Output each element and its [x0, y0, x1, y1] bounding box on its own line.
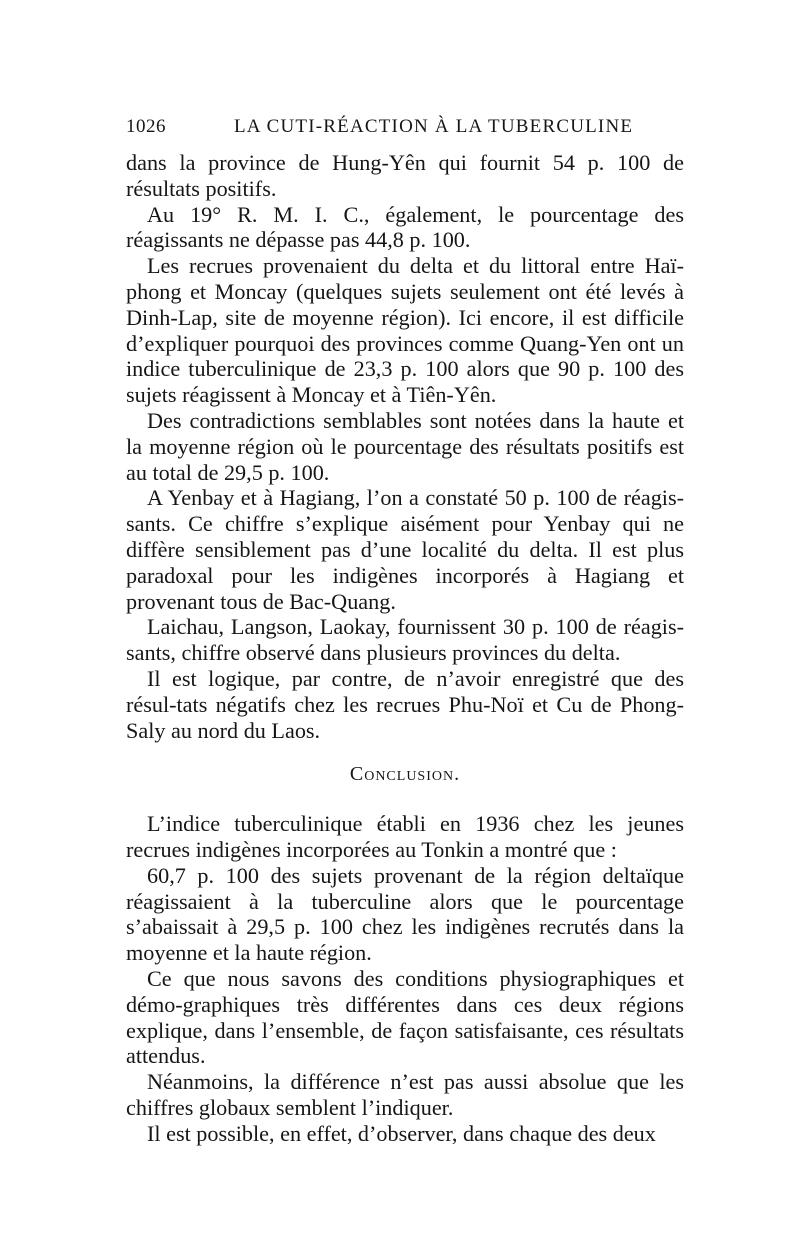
paragraph: dans la province de Hung-Yên qui fournit 54 p. 100 de résultats positifs. — [126, 150, 684, 201]
running-head: LA CUTI-RÉACTION À LA TUBERCULINE — [234, 116, 634, 137]
paragraph: Ce que nous savons des conditions physiographiques et démo-graphiques très différentes dans ces deux régions explique, dans l’ensemble, de façon satisfaisante, ces résultats attendus. — [126, 965, 684, 1069]
paragraph: Au 19° R. M. I. C., également, le pourcentage des réagissants ne dépasse pas 44,8 p. 100. — [126, 201, 684, 253]
paragraph: Néanmoins, la différence n’est pas aussi absolue que les chiffres globaux semblent l’indiquer. — [126, 1069, 684, 1120]
page-number: 1026 — [126, 116, 166, 137]
page-header — [126, 116, 684, 144]
paragraph: Il est logique, par contre, de n’avoir enregistré que des résul-tats négatifs chez les recrues Phu-Noï et Cu de Phong-Saly au nord du Laos. — [126, 665, 684, 743]
paragraph: L’indice tuberculinique établi en 1936 chez les jeunes recrues indigènes incorporées au Tonkin a montré que : — [126, 811, 684, 862]
section-heading: Conclusion. — [349, 763, 461, 786]
paragraph: Laichau, Langson, Laokay, fournissent 30 p. 100 de réagis-sants, chiffre observé dans plusieurs provinces du delta. — [126, 614, 684, 666]
body-text — [126, 150, 684, 1146]
paragraph: Il est possible, en effet, d’observer, dans chaque des deux — [147, 1120, 656, 1146]
paragraph: Les recrues provenaient du delta et du littoral entre Haï-phong et Moncay (quelques sujets seulement ont été levés à Dinh-Lap, site de moyenne région). Ici encore, il est difficile d’expliquer pourquoi des provinces comme Quang-Yen ont un indice tuberculinique de 23,3 p. 100 alors que 90 p. 100 des sujets réagissent à Moncay et à Tiên-Yên. — [126, 253, 684, 408]
paragraph: Des contradictions semblables sont notées dans la haute et la moyenne région où le pourcentage des résultats positifs est au total de 29,5 p. 100. — [126, 407, 684, 485]
paragraph: A Yenbay et à Hagiang, l’on a constaté 50 p. 100 de réagis-sants. Ce chiffre s’explique aisément pour Yenbay qui ne diffère sensiblement pas d’une localité du delta. Il est plus paradoxal pour les indigènes incorporés à Hagiang et provenant tous de Bac-Quang. — [126, 485, 684, 614]
paragraph: 60,7 p. 100 des sujets provenant de la région deltaïque réagissaient à la tuberculine alors que le pourcentage s’abaissait à 29,5 p. 100 chez les indigènes recrutés dans la moyenne et la haute région. — [126, 862, 684, 966]
